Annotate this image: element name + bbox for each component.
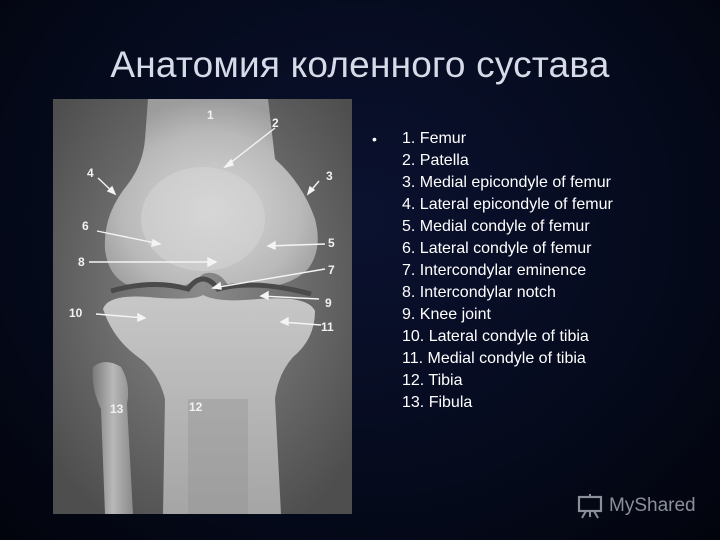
xray-label-6: 6 [82, 219, 89, 233]
presentation-board-icon [576, 493, 604, 519]
myshared-watermark[interactable] [576, 492, 696, 520]
xray-label-12: 12 [189, 400, 203, 414]
xray-label-8: 8 [78, 255, 85, 269]
anatomy-legend [372, 128, 702, 414]
legend-item: 3. Medial epicondyle of femur [402, 174, 611, 191]
watermark-text: MyShared [609, 495, 696, 516]
legend-list [372, 128, 702, 414]
legend-bullet: • [372, 131, 377, 147]
xray-drawing [53, 99, 352, 514]
xray-label-9: 9 [325, 296, 332, 310]
legend-item: 12. Tibia [402, 372, 463, 389]
xray-label-1: 1 [207, 108, 214, 122]
legend-item: 8. Intercondylar notch [402, 284, 556, 301]
xray-label-3: 3 [326, 169, 333, 183]
xray-label-2: 2 [272, 116, 279, 130]
xray-label-7: 7 [328, 263, 335, 277]
legend-item: 7. Intercondylar eminence [402, 262, 587, 279]
legend-item: 11. Medial condyle of tibia [402, 350, 586, 367]
legend-item: 1. Femur [402, 130, 467, 147]
legend-item: 9. Knee joint [402, 306, 491, 323]
knee-xray-image [53, 99, 352, 514]
legend-item: 5. Medial condyle of femur [402, 218, 590, 235]
legend-item: 4. Lateral epicondyle of femur [402, 196, 613, 213]
xray-label-4: 4 [87, 166, 94, 180]
xray-label-13: 13 [110, 402, 124, 416]
legend-item: 2. Patella [402, 152, 469, 169]
legend-item: 10. Lateral condyle of tibia [402, 328, 589, 345]
xray-label-5: 5 [328, 236, 335, 250]
xray-label-11: 11 [321, 320, 334, 334]
slide-title: Анатомия коленного сустава [110, 44, 610, 85]
xray-label-10: 10 [69, 306, 83, 320]
legend-item: 13. Fibula [402, 394, 473, 411]
legend-item: 6. Lateral condyle of femur [402, 240, 592, 257]
